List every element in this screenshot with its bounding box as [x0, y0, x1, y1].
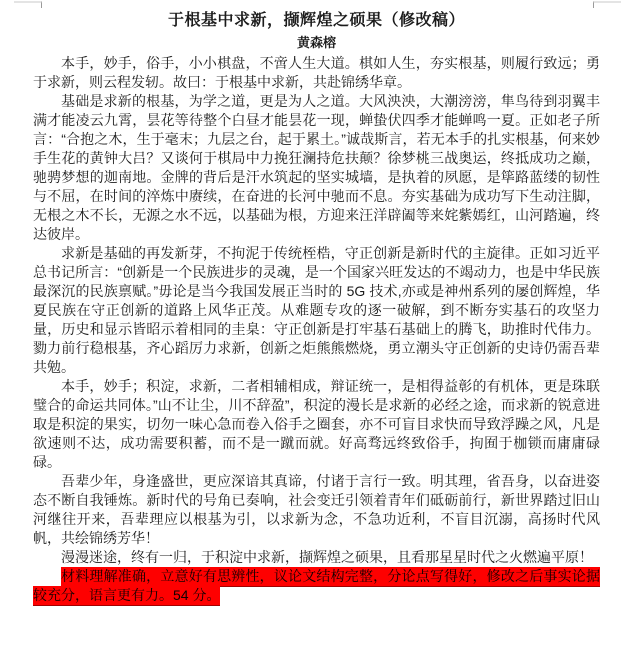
essay-paragraph: 基础是求新的根基，为学之道，更是为人之道。大风泱泱，大潮滂滂，隼鸟待到羽翼丰满才能凌云九霄，昙花等待整个白昼才能昙花一现，蝉蛰伏四季才能蝉鸣一夏。正如老子所言：“合抱之木，生于毫末；九层之台，起于累土。”诚哉斯言，若无本手的扎实根基，何来妙手生花的黄钟大吕？又谈何于棋局中力挽狂澜持危扶颠？徐梦桃三战奥运，终抵成功之巅，驰骋梦想的迦南地。金牌的背后是汗水筑起的坚实城墙，是执着的夙愿，是筚路蓝缕的韧性与不屈，在时间的淬炼中赓续，在奋进的长河中驰而不息。夯实基础为成功写下生动注脚，无根之木不长，无源之水不远，以基础为根，方迎来汪洋辟阖等来姹紫嫣红，山河踏遍，终达彼岸。 [33, 93, 600, 242]
essay-body [33, 54, 600, 567]
teacher-comment-paragraph [33, 567, 600, 605]
essay-title: 于根基中求新，撷辉煌之硕果（修改稿） [167, 12, 465, 29]
text-boundary-mark-left-icon [14, 1, 42, 8]
text-boundary-mark-right-icon [593, 1, 621, 8]
essay-paragraph: 本手，妙手，俗手，小小棋盘，不啻人生大道。棋如人生，夯实根基，则履行致远；勇于求新，则云程发轫。故曰：于根基中求新，共赴锦绣华章。 [33, 55, 600, 90]
essay-paragraph: 求新是基础的再发新芽，不拘泥于传统桎梏，守正创新是新时代的主旋律。正如习近平总书记所言：“创新是一个民族进步的灵魂，是一个国家兴旺发达的不竭动力，也是中华民族最深沉的民族禀赋。”毋论是当今我国发展正当时的 5G 技术,亦或是神州系列的屡创辉煌，华夏民族在守正创新的道路上风华正茂。从难题专攻的逐一破解，到不断夯实基石的攻坚力量，历史和显示皆昭示着相同的圭臬：守正创新是打牢基石基础上的腾飞，助推时代伟力。勠力前行稳根基，齐心蹈厉力求新，创新之炬熊熊燃烧，勇立潮头守正创新的史诗仍需吾辈共勉。 [33, 245, 600, 375]
essay-paragraph: 吾辈少年，身逢盛世，更应深谙其真谛，付诸于言行一致。明其理，省吾身，以奋进姿态不断自我锤炼。新时代的号角已奏响，社会变迁引领着青年们砥砺前行，新世界踏过旧山河继往开来，吾辈理应以根基为引，以求新为念，不急功近利，不盲目沉溺，高扬时代风帆，共绘锦绣芳华！ [33, 473, 600, 546]
teacher-comment: 材料理解准确，立意好有思辨性，议论文结构完整，分论点写得好，修改之后事实论据较充分，语言更有力。54 分。 [33, 568, 600, 603]
document-content [33, 10, 600, 605]
essay-author: 黄森榕 [296, 35, 336, 50]
essay-paragraph: 漫漫迷途，终有一归，于积淀中求新，撷辉煌之硕果，且看那星星时代之火燃遍平原！ [61, 549, 593, 565]
essay-paragraph: 本手，妙手；积淀，求新，二者相辅相成，辩证统一，是相得益彰的有机体，更是珠联璧合的命运共同体。”山不让尘，川不辞盈”，积淀的漫长是求新的必经之途，而求新的锐意进取是积淀的果实，切勿一味心急而卷入俗手之圈套，亦不可盲目求快而导致浮躁之风，凡是欲速则不达，成功需要积蓄，而不是一蹴而就。好高骛远终致俗手，拘囿于枷锁而庸庸碌碌。 [33, 378, 600, 470]
